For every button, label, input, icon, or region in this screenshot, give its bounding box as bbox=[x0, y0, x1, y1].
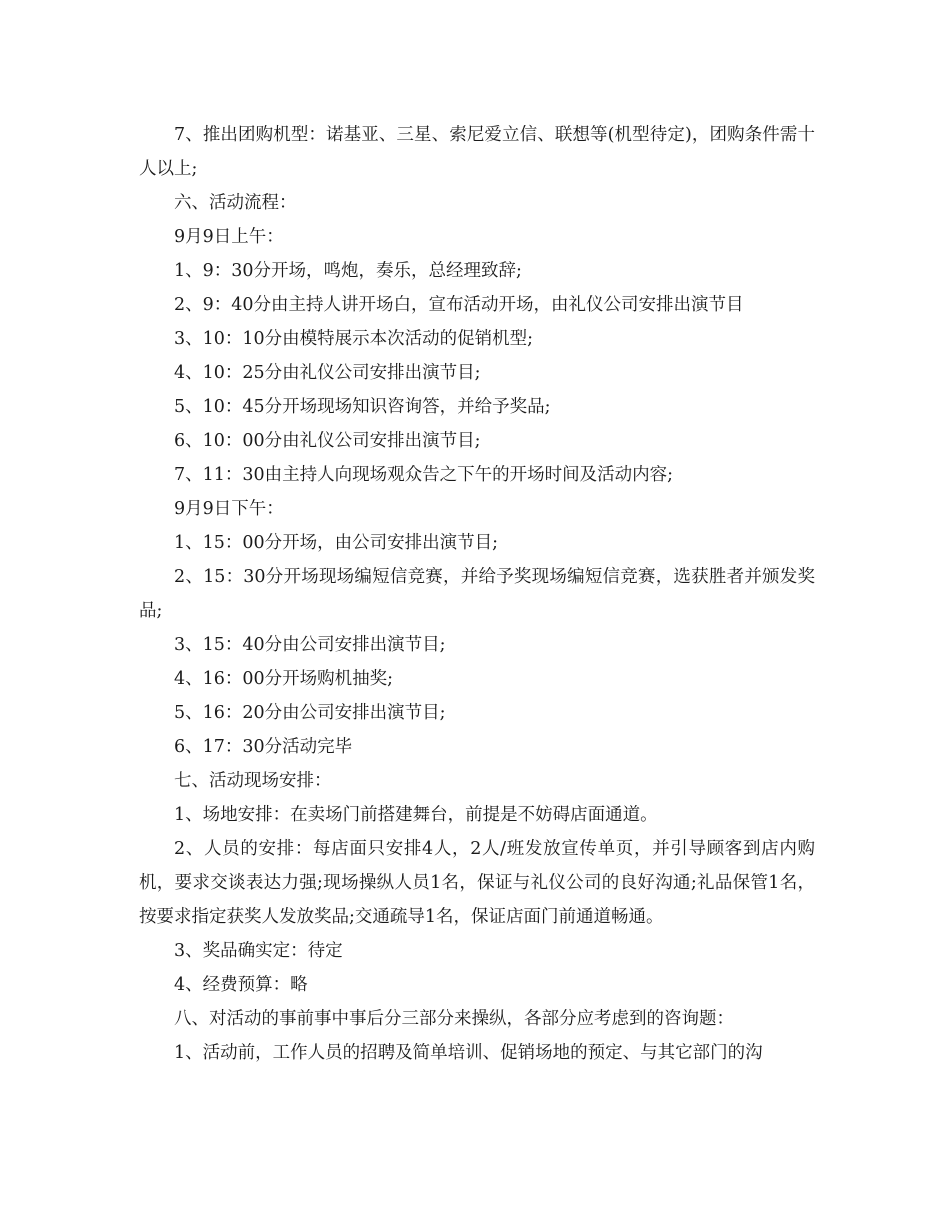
list-item: 1、场地安排：在卖场门前搭建舞台，前提是不妨碍店面通道。 bbox=[174, 805, 658, 825]
list-item: 1、9：30分开场，鸣炮，奏乐，总经理致辞; bbox=[174, 261, 522, 281]
subheading-morning: 9月9日上午： bbox=[174, 227, 284, 247]
list-item: 6、17：30分活动完毕 bbox=[174, 737, 353, 757]
list-item: 1、活动前，工作人员的招聘及简单培训、促销场地的预定、与其它部门的沟 bbox=[174, 1043, 763, 1063]
subheading-afternoon: 9月9日下午： bbox=[174, 499, 284, 519]
list-item: 5、16：20分由公司安排出演节目; bbox=[174, 703, 446, 723]
list-item: 2、15：30分开场现场编短信竞赛，并给予奖现场编短信竞赛，选获胜者并颁发奖品; bbox=[139, 567, 815, 621]
list-item: 3、奖品确实定：待定 bbox=[174, 941, 343, 961]
document-body bbox=[139, 118, 815, 1070]
list-item: 3、15：40分由公司安排出演节目; bbox=[174, 635, 446, 655]
heading-site-arrangement: 七、活动现场安排： bbox=[174, 771, 332, 791]
list-item: 6、10：00分由礼仪公司安排出演节目; bbox=[174, 431, 481, 451]
heading-control-phases: 八、对活动的事前事中事后分三部分来操纵，各部分应考虑到的咨询题： bbox=[174, 1009, 734, 1029]
list-item: 4、经费预算：略 bbox=[174, 975, 308, 995]
list-item: 4、16：00分开场购机抽奖; bbox=[174, 669, 394, 689]
list-item: 7、11：30由主持人向现场观众告之下午的开场时间及活动内容; bbox=[174, 465, 674, 485]
list-item: 5、10：45分开场现场知识咨询答，并给予奖品; bbox=[174, 397, 551, 417]
paragraph-group-buy: 7、推出团购机型：诺基亚、三星、索尼爱立信、联想等(机型待定)，团购条件需十人以上; bbox=[139, 125, 815, 179]
list-item: 2、9：40分由主持人讲开场白，宣布活动开场，由礼仪公司安排出演节目 bbox=[174, 295, 744, 315]
list-item: 1、15：00分开场，由公司安排出演节目; bbox=[174, 533, 499, 553]
heading-activity-process: 六、活动流程： bbox=[174, 193, 297, 213]
list-item: 2、人员的安排：每店面只安排4人，2人/班发放宣传单页，并引导顾客到店内购机，要求交谈表达力强;现场操纵人员1名，保证与礼仪公司的良好沟通;礼品保管1名，按要求指定获奖人发放奖品;交通疏导1名，保证店面门前通道畅通。 bbox=[139, 839, 815, 927]
list-item: 4、10：25分由礼仪公司安排出演节目; bbox=[174, 363, 481, 383]
list-item: 3、10：10分由模特展示本次活动的促销机型; bbox=[174, 329, 534, 349]
